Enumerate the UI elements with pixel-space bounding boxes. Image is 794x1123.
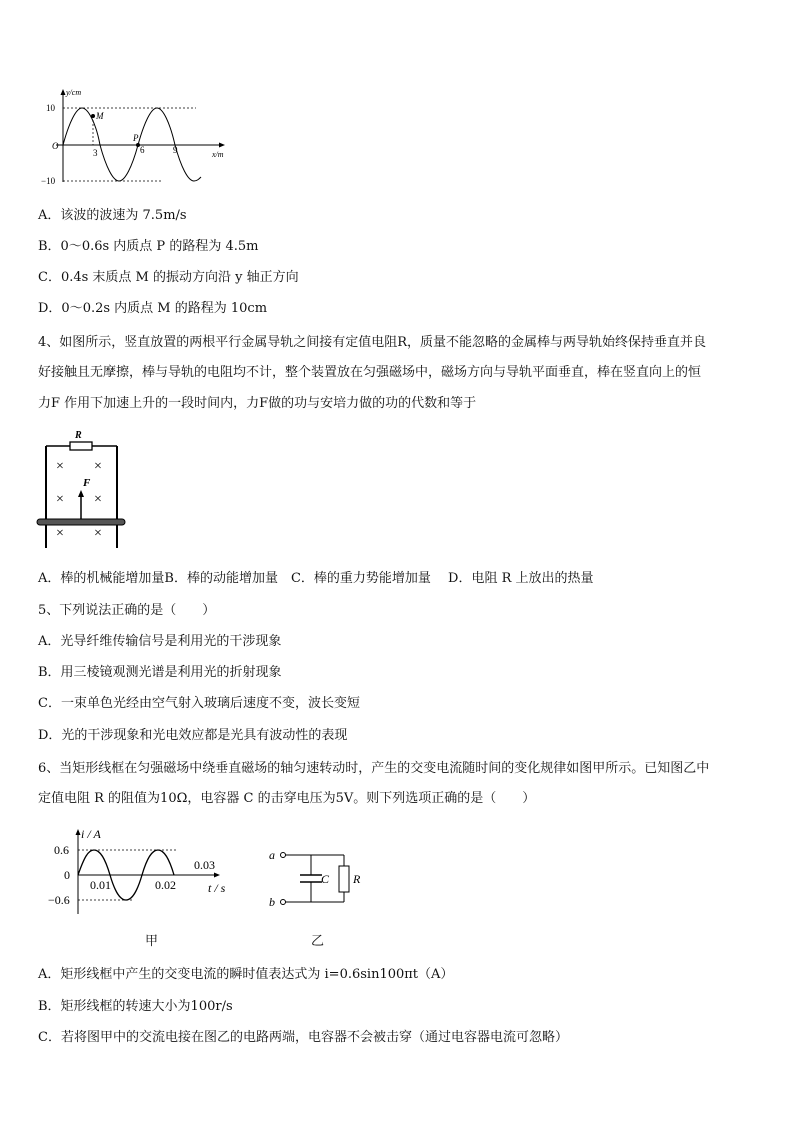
it-y-tick-bottom: −0.6 [48,893,70,907]
field-x-1: × [56,459,64,474]
wave-graph-figure [36,86,236,186]
resistor-r [70,442,92,450]
q5-stem: 5、下列说法正确的是（ ） [38,603,216,618]
q3-option-b: B．0～0.6s 内质点 P 的路程为 4.5m [38,239,259,254]
resistor-label: R [353,872,361,886]
wave-y-tick-top: 10 [46,103,55,113]
it-x-tick-001: 0.01 [90,878,111,892]
resistor-r-label: R [75,430,82,441]
it-y-tick-zero: 0 [64,868,70,882]
wave-origin: O [52,141,59,151]
q4-stem-line-3: 力F 作用下加速上升的一段时间内，力F做的功与安培力做的功的代数和等于 [38,396,477,411]
terminal-b-label: b [269,895,275,909]
metal-rod [37,519,125,525]
wave-label-m: M [96,111,104,121]
wave-y-label: y/cm [66,88,82,97]
rail-circuit-figure [34,428,134,550]
field-x-4: × [94,492,102,507]
q4-stem-line-2: 好接触且无摩擦，棒与导轨的电阻均不计，整个装置放在匀强磁场中，磁场方向与导轨平面垂直，棒在竖直向上的恒 [38,365,702,380]
rc-circuit [266,842,376,912]
q4-options: A．棒的机械能增加量B．棒的动能增加量 C．棒的重力势能增加量 D．电阻 R 上放出的热量 [38,571,594,586]
current-time-graph [38,826,228,918]
field-x-6: × [94,526,102,541]
wave-label-p: P [133,133,139,143]
resistor [339,866,349,892]
wave-x-arrow [219,143,225,148]
it-x-tick-003: 0.03 [194,858,215,872]
wave-y-tick-bottom: −10 [41,176,56,186]
q3-option-c: C．0.4s 末质点 M 的振动方向沿 y 轴正方向 [38,270,299,285]
it-y-tick-top: 0.6 [54,843,69,857]
q6-stem-line-2: 定值电阻 R 的阻值为10Ω，电容器 C 的击穿电压为5V。则下列选项正确的是（ ） [38,791,536,806]
q5-option-a: A．光导纤维传输信号是利用光的干涉现象 [38,634,282,649]
q6-option-c: C．若将图甲中的交流电接在图乙的电路两端，电容器不会被击穿（通过电容器电流可忽略） [38,1030,568,1045]
q3-option-a: A．该波的波速为 7.5m/s [38,208,187,223]
wave-x-tick-6: 6 [140,145,145,155]
q5-option-c: C．一束单色光经由空气射入玻璃后速度不变，波长变短 [38,696,360,711]
wave-x-tick-9: 9 [173,145,178,155]
capacitor-label: C [321,872,330,886]
it-y-arrow [76,829,81,835]
field-x-3: × [56,492,64,507]
it-x-label: t / s [208,881,226,895]
field-x-2: × [94,459,102,474]
field-x-5: × [56,526,64,541]
it-x-arrow [214,873,220,878]
force-label: F [83,477,91,489]
caption-yi: 乙 [311,934,325,949]
wave-point-m [91,114,95,118]
q5-option-b: B．用三棱镜观测光谱是利用光的折射现象 [38,665,282,680]
q6-stem-line-1: 6、当矩形线框在匀强磁场中绕垂直磁场的轴匀速转动时，产生的交变电流随时间的变化规律如图甲所示。已知图乙中 [38,761,710,776]
caption-jia: 甲 [145,934,159,949]
terminal-b [281,900,286,905]
wave-y-arrow [61,89,66,95]
q3-option-d: D．0～0.2s 内质点 M 的路程为 10cm [38,301,268,316]
q4-stem-line-1: 4、如图所示，竖直放置的两根平行金属导轨之间接有定值电阻R，质量不能忽略的金属棒与两导轨始终保持垂直并良 [38,335,707,350]
wave-x-tick-3: 3 [93,148,98,158]
terminal-a [281,853,286,858]
q5-option-d: D．光的干涉现象和光电效应都是光具有波动性的表现 [38,728,348,743]
terminal-a-label: a [269,848,275,862]
q6-option-a: A．矩形线框中产生的交变电流的瞬时值表达式为 i=0.6sin100πt（A） [38,967,454,982]
force-arrow-head [78,490,84,497]
q6-option-b: B．矩形线框的转速大小为100r/s [38,999,233,1014]
it-x-tick-002: 0.02 [155,878,176,892]
it-y-label: i / A [81,827,101,841]
wave-x-label: x/m [212,150,224,159]
